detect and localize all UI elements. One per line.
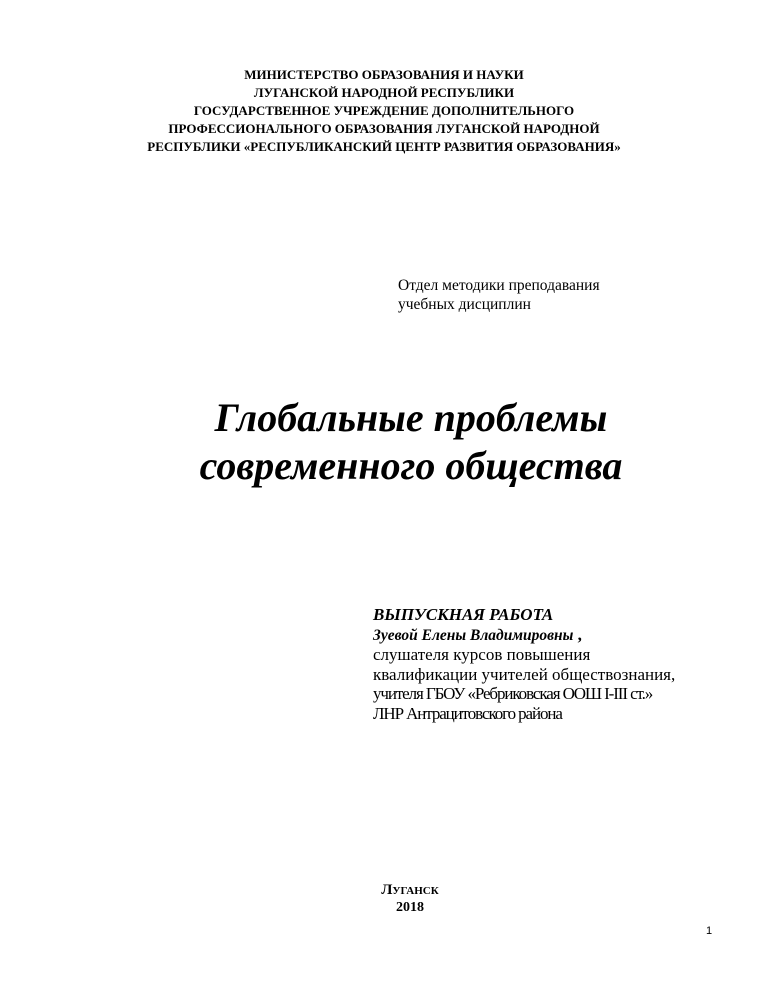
department-line: Отдел методики преподавания [398,277,600,294]
ministry-header-line: ГОСУДАРСТВЕННОЕ УЧРЕЖДЕНИЕ ДОПОЛНИТЕЛЬНОГО [193,103,575,118]
author-name: Зуевой Елены Владимировны [373,626,574,644]
author-role-line: квалификации учителей обществознания, [373,664,676,684]
page-number: 1 [706,925,713,937]
city-name: Луганск [381,882,439,898]
document-title-line: современного общества [199,443,623,488]
author-name-suffix: , [577,624,582,644]
author-block [373,605,675,723]
ministry-header-line: МИНИСТЕРСТВО ОБРАЗОВАНИЯ И НАУКИ [244,67,524,82]
department-label [398,276,600,314]
year: 2018 [396,900,424,915]
ministry-header-line: ЛУГАНСКОЙ НАРОДНОЙ РЕСПУБЛИКИ [253,85,515,100]
ministry-header-line: РЕСПУБЛИКИ «РЕСПУБЛИКАНСКИЙ ЦЕНТР РАЗВИТИЯ ОБРАЗОВАНИЯ» [147,139,621,154]
document-title [0,394,768,490]
ministry-header-line: ПРОФЕССИОНАЛЬНОГО ОБРАЗОВАНИЯ ЛУГАНСКОЙ НАРОДНОЙ [168,121,600,136]
author-school-line: учителя ГБОУ «Ребриковская ООШ I-III ст.» [373,684,653,703]
author-name-line [373,625,675,646]
author-district-line: ЛНР Антрацитовского района [373,703,562,723]
ministry-header [0,66,768,156]
city-year-block [370,881,450,917]
work-type-label: ВЫПУСКНАЯ РАБОТА [373,605,554,624]
document-title-line: Глобальные проблемы [214,395,608,440]
department-line: учебных дисциплин [398,296,531,313]
author-role-line: слушателя курсов повышения [373,645,591,664]
